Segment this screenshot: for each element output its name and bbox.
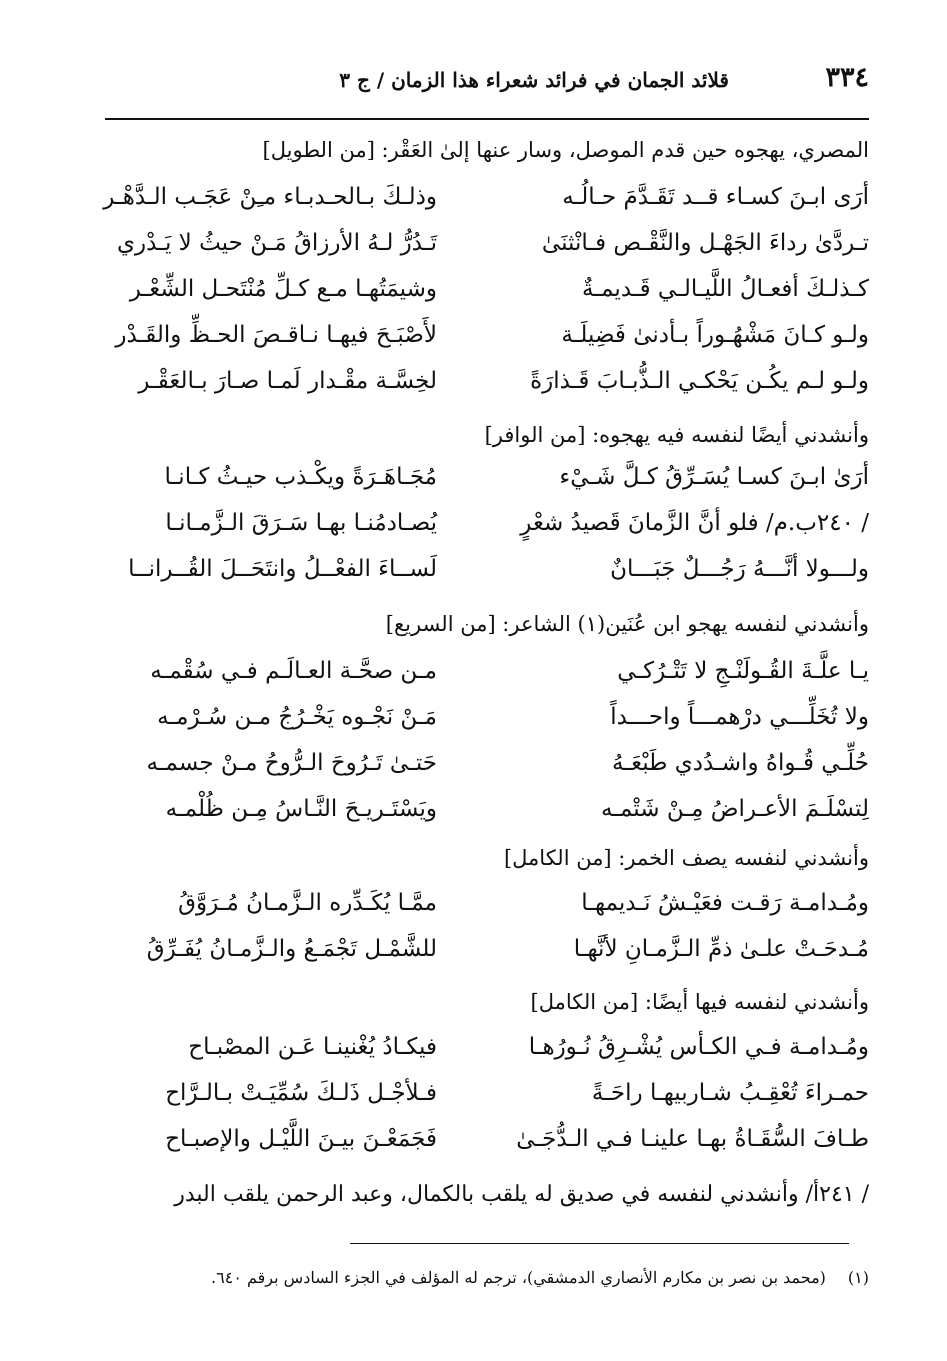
verse-first-hemistich: ومُـدامـة رَقـت فعَيْـشُ نَـديمهـا	[581, 890, 869, 916]
verse-first-hemistich: تـردَّىٰ رداءَ الجَهْـل والنَّقْـص فـانْثنَىٰ	[541, 230, 869, 256]
verse-second-hemistich: ممَّـا يُكَـدِّره الـزَّمـانُ مُـرَوَّقُ	[178, 890, 437, 916]
verse-second-hemistich: لأَصْبَـحَ فيهـا نـاقـصَ الحـظِّ والقَـدْر	[115, 322, 437, 348]
verse-first-hemistich: مُـدحَـتْ علـىٰ ذمِّ الـزَّمـانِ لأنَّهـا	[573, 936, 869, 962]
footnote	[105, 1268, 869, 1287]
header-rule	[105, 118, 869, 120]
page-header	[105, 62, 869, 112]
verse-first-hemistich: حُلِّـي قُـواهُ واشـدُدي طَبْعَـهُ	[612, 750, 869, 776]
verse-second-hemistich: مُجَـاهَـرَةً ويكْـذب حيـثُ كـانـا	[164, 464, 437, 490]
verse-second-hemistich: فَجَمَعْـنَ بيـنَ اللَّيْـل والإصبـاح	[165, 1126, 437, 1152]
verse-first-hemistich: ولـو لـم يكُـن يَحْكـي الـذُّبـابَ قَـذارَةً	[530, 368, 869, 394]
verse-first-hemistich: طـافَ السُّقَـاةُ بهـا علينـا فـي الـدُّجَـىٰ	[516, 1126, 869, 1152]
verse-first-hemistich: ومُـدامـة فـي الكـأس يُشْـرِقُ نُـورُهـا	[528, 1034, 869, 1060]
verse-second-hemistich: فـلأجْـل ذَلـكَ سُمِّيَـتْ بـالـرَّاح	[165, 1080, 437, 1106]
verse-second-hemistich: فيكـادُ يُغْنينـا عَـن المصْبـاح	[188, 1034, 437, 1060]
verse-second-hemistich: لخِسَّـة مقْـدار لَمـا صـارَ بـالعَقْـر	[138, 368, 437, 394]
verse-second-hemistich: ويَسْتَـريـحَ النَّـاسُ مِـن ظُلْمـه	[165, 796, 437, 822]
verse-second-hemistich: للشَّمْـل تَجْمَـعُ والـزَّمـانُ يُفَـرِّقُ	[146, 936, 437, 962]
section-intro: وأنشدني لنفسه يصف الخمر: [من الكامل]	[503, 846, 869, 870]
section-intro: المصري، يهجوه حين قدم الموصل، وسار عنها إلىٰ العَقْر: [من الطويل]	[262, 138, 869, 162]
section-intro: وأنشدني لنفسه فيها أيضًا: [من الكامل]	[530, 990, 869, 1014]
verse-first-hemistich: أرَىٰ ابـنَ كسـا يُسَـرِّقُ كـلَّ شَـيْء	[559, 464, 869, 490]
verse-second-hemistich: لَســاءَ الفعْــلُ وانتَحَــلَ القُــرانــا	[128, 556, 437, 582]
footnote-rule	[350, 1243, 849, 1244]
verse-first-hemistich: كـذلـكَ أفعـالُ اللَّيـالـي قَـديمـةٌ	[582, 276, 869, 302]
verse-first-hemistich: يـا علَّـةَ القُـولَنْـجِ لا تَتْـرُكـي	[617, 658, 869, 684]
verse-second-hemistich: مـن صحَّـة العـالَـم فـي سُقْمـه	[150, 658, 437, 684]
verse-second-hemistich: يُصـادمُنـا بهـا سَـرَقَ الـزَّمـانـا	[165, 510, 437, 536]
running-title: قلائد الجمان في فرائد شعراء هذا الزمان / ج ٣	[339, 68, 729, 92]
footnote-marker: (١)	[847, 1268, 869, 1287]
verse-first-hemistich: أرَى ابـنَ كسـاء قــد تَقَـدَّمَ حـالُـه	[562, 184, 869, 210]
section-intro: وأنشدني لنفسه يهجو ابن عُنَين(١) الشاعر: [من السريع]	[385, 612, 869, 636]
verse-second-hemistich: تَـدُرُّ لـهُ الأرزاقُ مَـنْ حيثُ لا يَـدْري	[117, 230, 437, 256]
verse-first-hemistich: / ٢٤٠ب.م/ فلو أنَّ الزَّمانَ قَصيدُ شعْرٍ	[520, 510, 869, 536]
verse-second-hemistich: مَـنْ نَجْـوه يَخْـرُجُ مـن سُـرْمـه	[157, 704, 437, 730]
verse-first-hemistich: حمـراءَ تُعْقِـبُ شـاربيهـا راحَـةً	[591, 1080, 869, 1106]
verse-second-hemistich: وشيمَتُهـا مـع كـلِّ مُنْتَحـل الشِّعْـر	[129, 276, 437, 302]
verse-first-hemistich: لِتسْلَـمَ الأعـراضُ مِـنْ شَتْمـه	[600, 796, 869, 822]
verse-second-hemistich: وذلـكَ بـالحـدبـاء مـِنْ عَجَـب الـدَّهْـر	[103, 184, 437, 210]
closing-prose: / ٢٤١أ/ وأنشدني لنفسه في صديق له يلقب بالكمال، وعبد الرحمن يلقب البدر	[174, 1182, 869, 1207]
section-intro: وأنشدني أيضًا لنفسه فيه يهجوه: [من الوافر]	[484, 423, 869, 447]
verse-first-hemistich: ولـــولا أنَّـــهُ رَجُـــلٌ جَبَـــانٌ	[610, 556, 869, 582]
verse-first-hemistich: ولا تُخَلِّـــي درْهمـــاً واحـــداً	[610, 704, 869, 730]
verse-second-hemistich: حَتـىٰ تَـرُوحَ الـرُّوحُ مـنْ جسمـه	[146, 750, 437, 776]
footnote-text: (محمد بن نصر بن مكارم الأنصاري الدمشقي)، ترجم له المؤلف في الجزء السادس برقم ٦٤٠.	[211, 1268, 826, 1287]
verse-first-hemistich: ولـو كـانَ مَشْهُـوراً بـأدنىٰ فَضِيلَـة	[561, 322, 869, 348]
page-number: ٣٣٤	[825, 62, 869, 93]
